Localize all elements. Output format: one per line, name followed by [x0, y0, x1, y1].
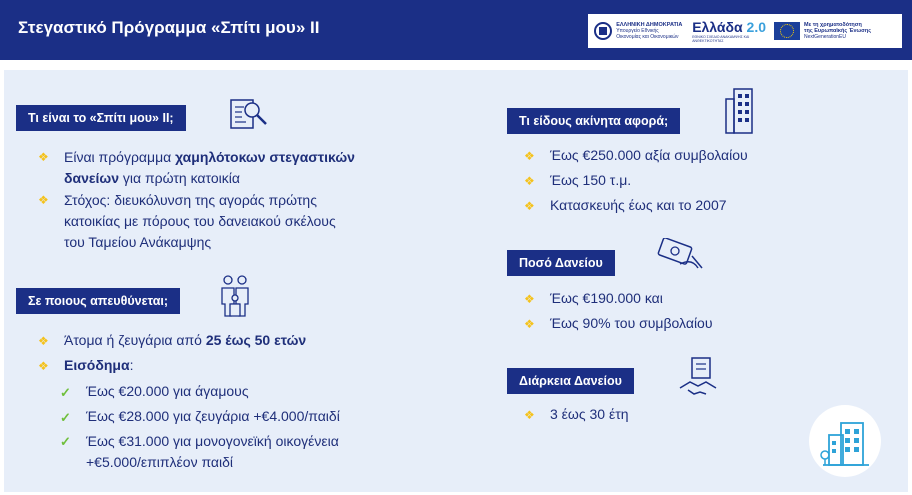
greek-government-logo — [594, 22, 684, 40]
header-bar — [0, 0, 912, 60]
audience-item-1-bold: 25 έως 50 ετών — [205, 332, 307, 348]
income-item-2: Έως €28.000 για ζευγάρια +€4.000/παιδί — [86, 408, 340, 424]
audience-item-2-post: : — [129, 357, 134, 373]
greece-2-0-logo — [692, 20, 766, 43]
income-item-3-line2: +€5.000/επιπλέον παιδί — [86, 454, 234, 470]
check-icon: ✓ — [60, 385, 71, 400]
income-item-3 — [86, 431, 339, 473]
diamond-bullet-icon: ❖ — [38, 150, 49, 164]
ellada-logo-version: 2.0 — [746, 18, 766, 35]
what-is-item-1 — [64, 147, 394, 189]
check-icon: ✓ — [60, 434, 71, 449]
diamond-bullet-icon: ❖ — [38, 334, 49, 348]
eu-logo-line2: της Ευρωπαϊκής Ένωσης — [804, 28, 872, 34]
loan-amount-label: Ποσό Δανείου — [507, 250, 615, 276]
ellada-logo-sub: ΕΘΝΙΚΟ ΣΧΕΔΙΟ ΑΝΑΚΑΜΨΗΣ ΚΑΙ ΑΝΘΕΚΤΙΚΟΤΗΤΑΣ — [692, 34, 750, 43]
content-panel — [4, 70, 908, 492]
page-title: Στεγαστικό Πρόγραμμα «Σπίτι μου» ΙΙ — [18, 18, 320, 37]
diamond-bullet-icon: ❖ — [38, 359, 49, 373]
contract-handshake-icon — [678, 356, 718, 400]
eu-logo-line1: Με τη χρηματοδότηση — [804, 22, 862, 28]
building-icon — [724, 85, 758, 135]
income-item-3-line1: Έως €31.000 για μονογονεϊκή οικογένεια — [86, 433, 339, 449]
diamond-bullet-icon: ❖ — [38, 193, 49, 207]
property-item-1: Έως €250.000 αξία συμβολαίου — [550, 147, 748, 163]
property-label: Τι είδους ακίνητα αφορά; — [507, 108, 680, 134]
diamond-bullet-icon: ❖ — [524, 292, 535, 306]
check-icon: ✓ — [60, 410, 71, 425]
audience-item-1 — [64, 330, 306, 351]
eu-flag-icon — [774, 22, 800, 40]
audience-label: Σε ποιους απευθύνεται; — [16, 288, 180, 314]
house-badge — [809, 405, 881, 477]
eu-funding-logo — [774, 22, 896, 40]
what-is-item-2-line3: του Ταμείου Ανάκαμψης — [64, 234, 212, 250]
property-item-3: Κατασκευής έως και το 2007 — [550, 197, 727, 213]
gov-logo-sub: Υπουργείο Εθνικής Οικονομίας και Οικονομικών — [616, 28, 679, 40]
audience-item-2-bold: Εισόδημα — [64, 357, 130, 373]
what-is-item-2 — [64, 190, 394, 253]
diamond-bullet-icon: ❖ — [524, 317, 535, 331]
what-is-item-1-bold: χαμηλότοκων στεγαστικών — [175, 149, 355, 165]
loan-duration-item-1: 3 έως 30 έτη — [550, 406, 629, 422]
diamond-bullet-icon: ❖ — [524, 174, 535, 188]
income-item-1: Έως €20.000 για άγαμους — [86, 383, 249, 399]
diamond-bullet-icon: ❖ — [524, 149, 535, 163]
logos-strip — [588, 14, 902, 48]
what-is-item-2-line1: Στόχος: διευκόλυνση της αγοράς πρώτης — [64, 192, 317, 208]
document-search-icon — [228, 96, 270, 132]
what-is-item-1-text: Είναι πρόγραμμα — [64, 149, 176, 165]
house-illustration-icon — [809, 405, 881, 477]
what-is-item-1-bold2: δανείων — [64, 170, 120, 186]
greek-seal-icon — [594, 22, 612, 40]
money-hand-icon — [650, 238, 706, 274]
diamond-bullet-icon: ❖ — [524, 199, 535, 213]
ellada-logo-name: Ελλάδα — [692, 18, 743, 35]
gov-logo-title: ΕΛΛΗΝΙΚΗ ΔΗΜΟΚΡΑΤΙΑ — [616, 22, 683, 28]
loan-amount-item-2: Έως 90% του συμβολαίου — [550, 315, 713, 331]
what-is-label: Τι είναι το «Σπίτι μου» ΙΙ; — [16, 105, 186, 131]
loan-duration-label: Διάρκεια Δανείου — [507, 368, 634, 394]
what-is-item-1-post: για πρώτη κατοικία — [119, 170, 240, 186]
family-icon — [218, 274, 252, 318]
property-item-2: Έως 150 τ.μ. — [550, 172, 632, 188]
diamond-bullet-icon: ❖ — [524, 408, 535, 422]
eu-logo-line3: NextGenerationEU — [804, 34, 846, 40]
audience-item-2 — [64, 355, 133, 376]
what-is-item-2-line2: κατοικίας με πόρους του δανειακού σκέλους — [64, 213, 336, 229]
audience-item-1-text: Άτομα ή ζευγάρια από — [64, 332, 206, 348]
loan-amount-item-1: Έως €190.000 και — [550, 290, 663, 306]
